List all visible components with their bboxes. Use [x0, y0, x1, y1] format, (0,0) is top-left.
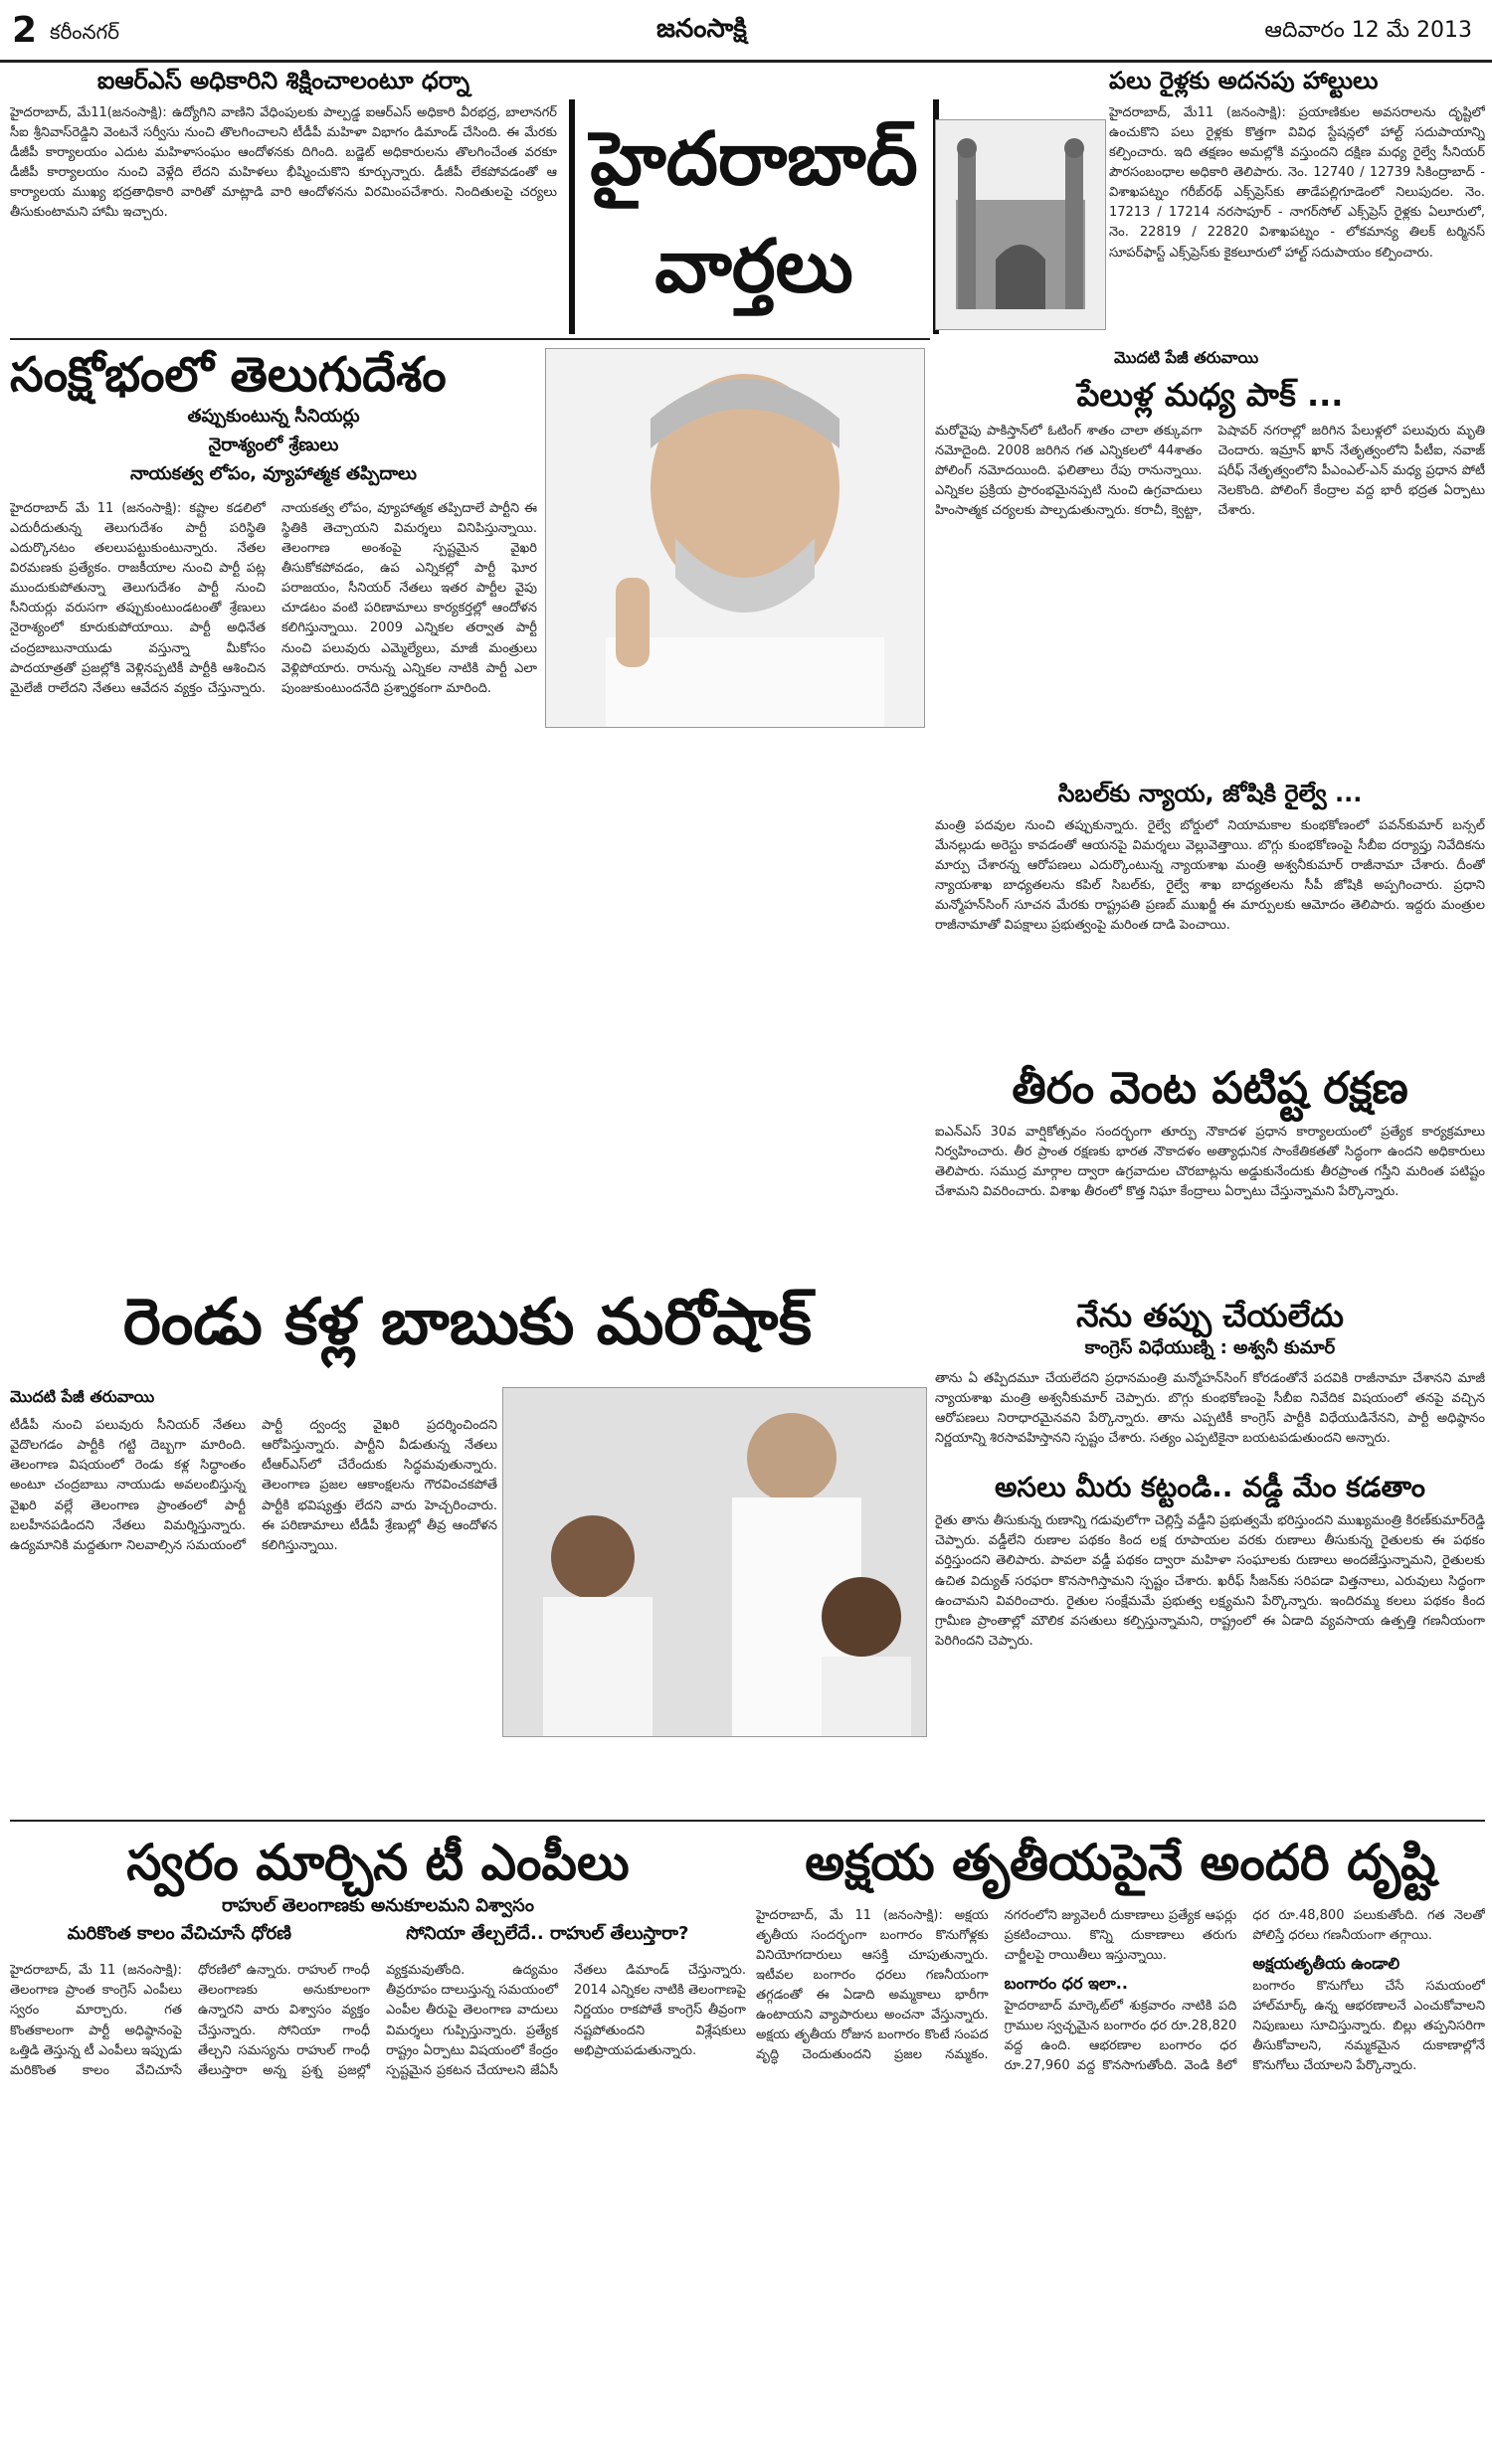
banner-title: హైదరాబాద్ వార్తలు [590, 116, 918, 309]
subheadline: అక్షయతృతీయ ఉండాలి [1252, 1953, 1400, 1973]
subheadline: తప్పుకుంటున్న సీనియర్లు [187, 406, 360, 428]
divider [10, 338, 930, 340]
headline: పలు రైళ్లకు అదనపు హాల్టులు [1109, 68, 1379, 94]
article-body: రైతు తాను తీసుకున్న రుణాన్ని గడువులోగా చెల్లిస్తే వడ్డీని ప్రభుత్వమే భరిస్తుందని ముఖ్యమంత్రి కిరణ్‌కుమార్‌రెడ్డి చెప్పారు. వడ్డీలేని రుణాల పథకం కింద లక్ష రూపాయల వరకు రుణాలు తీసుకున్న రైతులకు ఈ పథకం వర్తిస్తుందని తెలిపారు. పావలా వడ్డీ పథకం ద్వారా మహిళా సంఘాలకు రుణాలు అందజేస్తున్నామని, రైతులకు ఉచిత విద్యుత్ సరఫరా కొనసాగిస్తామని స్పష్టం చేశారు. ఖరీఫ్ సీజన్‌కు సరిపడా విత్తనాలు, ఎరువులు సిద్ధంగా ఉంచామని వివరించారు. రైతుల సంక్షేమమే ప్రభుత్వ లక్ష్యమని పేర్కొన్నారు. ఇందిరమ్మ కలలు పథకం కింద గ్రామీణ ప్రాంతాల్లో మౌలిక వసతులు కల్పిస్తున్నామని, రాష్ట్రంలో ఈ ఏడాది వ్యవసాయ ఉత్పత్తి గణనీయంగా పెరిగిందని చెప్పారు. [935, 1513, 1485, 1650]
page-number: 2 [12, 10, 38, 51]
article-body: మంత్రి పదవుల నుంచి తప్పుకున్నారు. రైల్వే బోర్డులో నియామకాల కుంభకోణంలో పవన్‌కుమార్ బన్సల్ మేనల్లుడు అరెస్టు కావడంతో ఆయనపై విమర్శలు వెల్లువెత్తాయి. బొగ్గు కుంభకోణంపై సీబీఐ దర్యాప్తు నివేదికను మార్పు చేశారన్న ఆరోపణలు ఎదుర్కొంటున్న న్యాయశాఖ మంత్రి అశ్వనీకుమార్ రాజీనామా చేశారు. దీంతో న్యాయశాఖ బాధ్యతలను కపిల్ సిబల్‌కు, రైల్వే శాఖ బాధ్యతలను సీపీ జోషికి అప్పగించారు. ప్రధాని మన్మోహన్‌సింగ్ సూచన మేరకు రాష్ట్రపతి ప్రణబ్ ముఖర్జీ ఈ మార్పులకు ఆమోదం తెలిపారు. ఇద్దరు మంత్రుల రాజీనామాతో విపక్షాలు ప్రభుత్వంపై మరింత దాడి పెంచాయి. [935, 817, 1485, 934]
newspaper-logo: జనంసాక్షి [656, 14, 747, 44]
headline: నేను తప్పు చేయలేదు [1076, 1298, 1344, 1334]
headline: స్వరం మార్చిన టీ ఎంపీలు [126, 1835, 630, 1891]
headline: పేలుళ్ల మధ్య పాక్ ... [1076, 376, 1344, 414]
headline: తీరం వెంట పటిష్ట రక్షణ [1012, 1064, 1408, 1114]
article-body: హైదరాబాద్, మే 11 (జనంసాక్షి): తెలంగాణ ప్రాంత కాంగ్రెస్ ఎంపీలు స్వరం మార్చారు. గత కొంతకాలంగా పార్టీ అధిష్ఠానంపై ఒత్తిడి తెస్తున్న టీ ఎంపీలు ఇప్పుడు మరికొంత కాలం వేచిచూసే ధోరణిలో ఉన్నారు. రాహుల్ గాంధీ తెలంగాణకు అనుకూలంగా ఉన్నారని వారు విశ్వాసం వ్యక్తం చేస్తున్నారు. సోనియా గాంధీ తేల్చని సమస్యను రాహుల్ గాంధీ తేలుస్తారా అన్న ప్రశ్న ప్రజల్లో వ్యక్తమవుతోంది. ఉద్యమం తీవ్రరూపం దాలుస్తున్న సమయంలో ఎంపీల తీరుపై తెలంగాణ వాదులు విమర్శలు గుప్పిస్తున్నారు. ప్రత్యేక రాష్ట్రం ఏర్పాటు విషయంలో కేంద్రం స్పష్టమైన ప్రకటన చేయాలని జేఏసీ నేతలు డిమాండ్ చేస్తున్నారు. 2014 ఎన్నికల నాటికి తెలంగాణపై నిర్ణయం రాకపోతే కాంగ్రెస్ తీవ్రంగా నష్టపోతుందని విశ్లేషకులు అభిప్రాయపడుతున్నారు. [10, 1963, 746, 2078]
article-columns [756, 1906, 1485, 2077]
article-body: తాను ఏ తప్పిదమూ చేయలేదని ప్రధానమంత్రి మన్మోహన్‌సింగ్ కోరడంతోనే పదవికి రాజీనామా చేశానని మాజీ న్యాయశాఖ మంత్రి అశ్వనీకుమార్ చెప్పారు. బొగ్గు కుంభకోణంపై సీబీఐ నివేదిక విషయంలో తనపై వచ్చిన ఆరోపణలు నిరాధారమైనవని పేర్కొన్నారు. తాను ఎప్పటికీ కాంగ్రెస్ పార్టీకి విధేయుడినేనని, పార్టీ అధిష్ఠానం నిర్ణయాన్ని శిరసావహిస్తానని స్పష్టం చేశారు. సత్యం ఎప్పటికైనా బయటపడుతుందని అన్నారు. [935, 1370, 1485, 1447]
article-body: హైదరాబాద్, మే 11 (జనంసాక్షి): అక్షయ తృతీయ సందర్భంగా బంగారం కొనుగోళ్లకు వినియోగదారులు ఆసక్తి చూపుతున్నారు. ఇటీవల బంగారం ధరలు గణనీయంగా తగ్గడంతో ఈ ఏడాది అమ్మకాలు భారీగా ఉంటాయని వ్యాపారులు అంచనా వేస్తున్నారు. అక్షయ తృతీయ రోజున బంగారం కొంటే సంపద వృద్ధి చెందుతుందని ప్రజల నమ్మకం. నగరంలోని జ్యువెలరీ దుకాణాలు ప్రత్యేక ఆఫర్లు ప్రకటించాయి. కొన్ని దుకాణాలు తరుగు చార్జీలపై రాయితీలు ఇస్తున్నాయి. [756, 1907, 1237, 2063]
subheadline: నైరాశ్యంలో శ్రేణులు [208, 434, 339, 455]
subheadline: కాంగ్రెస్ విధేయుణ్ని : అశ్వనీ కుమార్ [1084, 1336, 1336, 1358]
article-ashwani-kumar [935, 1298, 1485, 1467]
divider [10, 1820, 1485, 1822]
article-body: హైదరాబాద్ మే 11 (జనంసాక్షి): కష్టాల కడలిలో ఎదురీదుతున్న తెలుగుదేశం పార్టీ పరిస్థితి ఎదుర్కొనటం తలలుపట్టుకుంటున్నారు. నేతల విరమణకు ప్రత్యేకం. రాజకీయాల నుంచి పార్టీ పట్ల ముందుకుపోతున్నా తెలుగుదేశం పార్టీ నుంచి సీనియర్లు వరుసగా తప్పుకుంటుండటంతో శ్రేణులు నైరాశ్యంలో కూరుకుపోయాయి. పార్టీ అధినేత చంద్రబాబునాయుడు వస్తున్నా మీకోసం పాదయాత్రతో ప్రజల్లోకి వెళ్లినప్పటికీ పార్టీకి ఆశించిన మైలేజీ రాలేదని నేతలు ఆవేదన వ్యక్తం చేస్తున్నారు. నాయకత్వ లోపం, వ్యూహాత్మక తప్పిదాలే పార్టీని ఈ స్థితికి తెచ్చాయని విమర్శలు వినిపిస్తున్నాయి. తెలంగాణ అంశంపై స్పష్టమైన వైఖరి తీసుకోకపోవడం, ఉప ఎన్నికల్లో పార్టీ ఘోర పరాజయం, సీనియర్ నేతలు ఇతర పార్టీల వైపు చూడటం వంటి పరిణామాలు కార్యకర్తల్లో ఆందోళన కలిగిస్తున్నాయి. 2009 ఎన్నికల తర్వాత పార్టీ నుంచి పలువురు ఎమ్మెల్యేలు, మాజీ మంత్రులు వెళ్లిపోయారు. రానున్న ఎన్నికల నాటికి పార్టీ ఎలా పుంజుకుంటుందనేది ప్రశ్నార్థకంగా మారింది. [10, 500, 537, 696]
article-body: టీడీపీ నుంచి పలువురు సీనియర్ నేతలు వైదొలగడం పార్టీకి గట్టి దెబ్బగా మారింది. తెలంగాణ విషయంలో రెండు కళ్ల సిద్ధాంతం అంటూ చంద్రబాబు నాయుడు అవలంబిస్తున్న వైఖరి వల్లే తెలంగాణ ప్రాంతంలో పార్టీ బలహీనపడిందని నేతలు విమర్శిస్తున్నారు. ఉద్యమానికి మద్దతుగా నిలవాల్సిన సమయంలో పార్టీ ద్వంద్వ వైఖరి ప్రదర్శించిందని ఆరోపిస్తున్నారు. పార్టీని వీడుతున్న నేతలు టీఆర్ఎస్‌లో చేరేందుకు సిద్ధమవుతున్నారు. తెలంగాణ ప్రజల ఆకాంక్షలను గౌరవించకపోతే పార్టీకి భవిష్యత్తు లేదని వారు హెచ్చరించారు. ఈ పరిణామాలు టీడీపీ శ్రేణుల్లో తీవ్ర ఆందోళన కలిగిస్తున్నాయి. [10, 1418, 497, 1553]
article-interest-free-loans [935, 1472, 1485, 1800]
subheadline-row [10, 1920, 746, 1949]
headline: అక్షయ తృతీయపైనే అందరి దృష్టి [805, 1835, 1436, 1891]
continued-label: మొదటి పేజీ తరువాయి [1114, 348, 1259, 367]
article-coastal-security [935, 1064, 1485, 1293]
article-pak-elections [935, 348, 1485, 766]
headline: అసలు మీరు కట్టండి.. వడ్డీ మేం కడతాం [995, 1472, 1425, 1503]
article-t-mps [10, 1835, 746, 2456]
subheadline: సోనియా తేల్చలేదే.. రాహుల్ తేలుస్తారా? [406, 1923, 689, 1945]
article-body: మరోవైపు పాకిస్తాన్‌లో ఓటింగ్ శాతం చాలా తక్కువగా నమోదైంది. 2008 జరిగిన గత ఎన్నికలలో 44శాతం పోలింగ్ నమోదయింది. ఫలితాలు రేపు రానున్నాయి. ఎన్నికల ప్రక్రియ ప్రారంభమైనప్పటి నుంచి ఉగ్రవాదులు హింసాత్మక చర్యలకు పాల్పడుతున్నారు. కరాచీ, క్వెట్టా, పెషావర్ నగరాల్లో జరిగిన పేలుళ్లలో పలువురు మృతి చెందారు. ఇమ్రాన్ ఖాన్ నేతృత్వంలోని పీటీఐ, నవాజ్ షరీఫ్ నేతృత్వంలోని పీఎంఎల్-ఎన్ మధ్య ప్రధాన పోటీ నెలకొంది. పోలింగ్ కేంద్రాల వద్ద భారీ భద్రత ఏర్పాటు చేశారు. [935, 423, 1485, 519]
subheadline: మరికొంత కాలం వేచిచూసే ధోరణి [67, 1923, 292, 1945]
article-body: హైదరాబాద్, మే11(జనంసాక్షి): ఉద్యోగిని వాణిని వేధింపులకు పాల్పడ్డ ఐఆర్ఎస్ అధికారి వీరభద్ర, బాలానగర్ సీఐ శ్రీనివాస్‌రెడ్డిని వెంటనే సర్వీసు నుంచి తొలగించాలని టీడీపీ మహిళా విభాగం డిమాండ్ చేసింది. ఈ మేరకు డీజీపీ కార్యాలయం ఎదుట మహిళాసంఘం ఆందోళనకు దిగింది. బడ్జెట్ అధికారులను తొలగించేంత వరకూ డీజీపీ కార్యాలయం నుంచి వెళ్లేది లేదని మహిళలు భీష్మించుకొని కూర్చున్నారు. డీజీపీ లేకపోవడంతో ఆ కార్యాలయ ముఖ్య భద్రతాధికారి వారితో మాట్లాడి వారి ఆందోళనను విరమింపచేశారు. నిందితులపై చర్యలు తీసుకుంటామని హామీ ఇచ్చారు. [10, 104, 557, 221]
continued-label: మొదటి పేజీ తరువాయి [10, 1387, 155, 1406]
article-body: బంగారం కొనుగోలు చేసే సమయంలో హాల్‌మార్క్ ఉన్న ఆభరణాలనే ఎంచుకోవాలని నిపుణులు సూచిస్తున్నారు. బిల్లు తప్పనిసరిగా తీసుకోవాలని, నమ్మకమైన దుకాణాల్లోనే కొనుగోలు చేయాలని పేర్కొన్నారు. [1252, 1978, 1485, 2074]
article-babu-shock [10, 1387, 497, 1815]
chandrababu-photo [545, 348, 925, 728]
headline: రెండు కళ్ల బాబుకు మరోషాక్ [122, 1286, 813, 1359]
page-location: కరీంనగర్ [50, 20, 119, 44]
article-tdp-crisis [10, 348, 537, 1263]
subheadline: రాహుల్ తెలంగాణకు అనుకూలమని విశ్వాసం [222, 1894, 534, 1916]
article-cabinet-reshuffle [935, 781, 1485, 1049]
article-dharna [10, 68, 557, 306]
page-date: ఆదివారం 12 మే 2013 [1264, 18, 1472, 43]
subheadline: బంగారం ధర ఇలా.. [1004, 1973, 1128, 1993]
charminar-image [935, 119, 1106, 330]
headline: ఐఆర్ఎస్ అధికారిని శిక్షించాలంటూ ధర్నా [96, 68, 470, 94]
article-body: హైదరాబాద్, మే11 (జనంసాక్షి): ప్రయాణికుల అవసరాలను దృష్టిలో ఉంచుకొని పలు రైళ్లకు కొత్తగా వివిధ స్టేషన్లలో హాల్ట్ సదుపాయాన్ని కల్పించారు. ఇది తక్షణం అమల్లోకి వస్తుందని దక్షిణ మధ్య రైల్వే సీనియర్ పౌరసంబంధాల అధికారి తెలిపారు. నెం. 12740 / 12739 సికింద్రాబాద్ - విశాఖపట్నం గరీబ్‌రథ్ ఎక్స్‌ప్రెస్‌కు తాడేపల్లిగూడెంలో నిలుపుదల. నెం. 17213 / 17214 నరసాపూర్ - నాగర్‌సోల్ ఎక్స్‌ప్రెస్ రైళ్లకు ఏలూరులో, నెం. 22819 / 22820 విశాఖపట్నం - లోకమాన్య తిలక్ టర్మినస్ సూపర్‌ఫాస్ట్ ఎక్స్‌ప్రెస్‌కు కైకలూరులో హాల్ట్ సదుపాయం కల్పించారు. [1109, 104, 1485, 261]
article-babu-shock-headline [10, 1273, 925, 1382]
article-body: హైదరాబాద్ మార్కెట్‌లో శుక్రవారం నాటికి పది గ్రాముల స్వచ్ఛమైన బంగారం ధర రూ.28,820 వద్ద ఉంది. ఆభరణాల బంగారం ధర రూ.27,960 వద్ద కొనసాగుతోంది. వెండి కిలో ధర రూ.48,800 పలుకుతోంది. గత నెలతో పోలిస్తే ధరలు గణనీయంగా తగ్గాయి. [1004, 1907, 1485, 2074]
article-akshaya-tritiya [756, 1835, 1485, 2456]
leaders-photo [502, 1387, 927, 1737]
headline: సంక్షోభంలో తెలుగుదేశం [10, 348, 447, 403]
subheadline: నాయకత్వ లోపం, వ్యూహాత్మక తప్పిదాలు [129, 462, 418, 484]
article-body: ఐఎన్ఎస్ 30వ వార్షికోత్సవం సందర్భంగా తూర్పు నౌకాదళ ప్రధాన కార్యాలయంలో ప్రత్యేక కార్యక్రమాలు నిర్వహించారు. తీర ప్రాంత రక్షణకు భారత నౌకాదళం అత్యాధునిక సాంకేతికతతో సిద్ధంగా ఉందని అధికారులు తెలిపారు. సముద్ర మార్గాల ద్వారా ఉగ్రవాదుల చొరబాట్లను అడ్డుకునేందుకు తీరప్రాంత గస్తీని మరింత పటిష్టం చేశామని వివరించారు. విశాఖ తీరంలో కొత్త నిఘా కేంద్రాలు ఏర్పాటు చేస్తున్నామని పేర్కొన్నారు. [935, 1124, 1485, 1200]
headline: సిబల్‌కు న్యాయ, జోషికి రైల్వే ... [1057, 781, 1363, 807]
hyderabad-news-banner [569, 99, 939, 334]
page-header [0, 0, 1492, 63]
